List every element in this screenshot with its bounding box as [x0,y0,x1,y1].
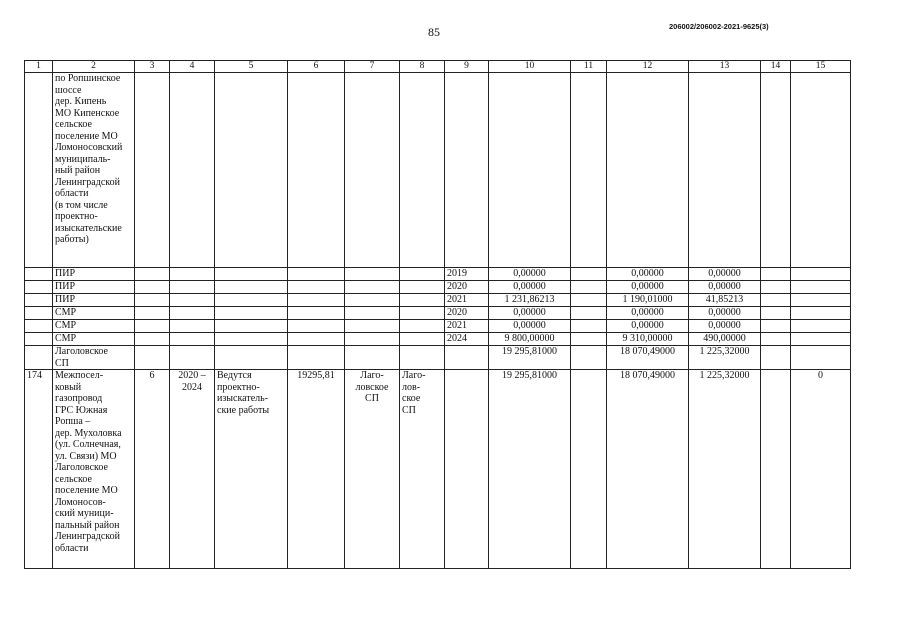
name-line: поселение МО [55,130,118,142]
col-header: 6 [288,61,345,73]
status-line: ские работы [217,404,270,416]
amount: 0,00000 [607,307,689,320]
year: 2021 [445,320,489,333]
year: 2024 [445,333,489,346]
recipient-line: СП [402,404,416,416]
name-line: ный район [55,165,101,176]
amount: 1 231,86213 [489,294,571,307]
name-line: пальный район [55,519,120,531]
amount: 41,85213 [689,294,761,307]
name-line: ский муници- [55,508,114,519]
amount: 1 225,32000 [689,370,761,569]
amount: 0,00000 [489,307,571,320]
name-line: муниципаль- [55,153,111,165]
name-line: дер. Мухоловка [55,427,122,439]
table-row [25,307,851,320]
amount: 19 295,81000 [489,370,571,569]
period-cell [170,370,215,569]
col-header: 11 [571,61,607,73]
col-header: 7 [345,61,400,73]
object-name-cell [53,370,135,569]
subtotal-row [25,346,851,370]
amount: 0,00000 [489,281,571,294]
col-header: 15 [791,61,851,73]
amount: 0,00000 [689,281,761,294]
name-line: ковый [55,381,82,393]
amount: 0,00000 [607,281,689,294]
col-header: 13 [689,61,761,73]
name-line: ул. Связи) МО [55,450,117,462]
name-line: поселение МО [55,485,118,496]
amount: 0,00000 [489,268,571,281]
amount: 0,00000 [607,320,689,333]
amount: 9 800,00000 [489,333,571,346]
row-number: 174 [25,370,53,569]
name-line: работы) [55,234,89,245]
year: 2021 [445,294,489,307]
name-line: Лаголовское [55,462,108,473]
name-line: шоссе [55,84,82,96]
name-line: области [55,188,89,199]
name-line: Межпосел- [55,370,104,381]
name-line: Ленинградской [55,531,120,542]
name-line: МО Кипенское [55,107,120,119]
recipient-line: Лаго- [402,370,426,381]
remainder: 0 [791,370,851,569]
customer-line: СП [365,393,379,404]
document-id: 206002/206002-2021-9625(3) [669,22,769,31]
period-line: 2024 [182,381,202,393]
year: 2019 [445,268,489,281]
table-row [25,268,851,281]
col-header: 8 [400,61,445,73]
work-type: ПИР [53,281,135,294]
name-line: по Ропшинское [55,73,121,84]
recipient-cell [400,370,445,569]
col-header: 9 [445,61,489,73]
table-row [25,333,851,346]
name-line: ГРС Южная [55,404,108,416]
name-line: сельское [55,473,92,485]
name-line: изыскательские [55,222,122,234]
year: 2020 [445,281,489,294]
name-line: проектно- [55,211,98,222]
amount: 18 070,49000 [607,346,689,370]
name-line: сельское [55,119,92,130]
data-table [24,60,851,569]
col-header: 3 [135,61,170,73]
label-line: СП [55,357,69,369]
table-row [25,73,851,268]
col-header: 4 [170,61,215,73]
customer-cell [345,370,400,569]
page-number: 85 [428,25,440,39]
work-type: СМР [53,320,135,333]
col-header: 14 [761,61,791,73]
work-type: ПИР [53,268,135,281]
cost: 19295,81 [288,370,345,569]
name-line: Ломоносов- [55,496,106,508]
label-line: Лаголовское [55,346,108,357]
header-row [25,61,851,73]
work-type: СМР [53,333,135,346]
table-row [25,320,851,333]
col-header: 5 [215,61,288,73]
year: 2020 [445,307,489,320]
continuation-name-cell [53,73,135,268]
recipient-line: лов- [402,381,421,393]
name-line: области [55,542,89,554]
table-row [25,294,851,307]
name-line: Ленинградской [55,176,120,188]
col-header: 12 [607,61,689,73]
table-row [25,370,851,569]
status-line: проектно- [217,381,260,393]
customer-line: ловское [355,381,389,393]
amount: 9 310,00000 [607,333,689,346]
col-header: 2 [53,61,135,73]
amount: 490,00000 [689,333,761,346]
amount: 0,00000 [689,268,761,281]
name-line: (ул. Солнечная, [55,439,121,450]
recipient-line: ское [402,393,421,404]
amount: 1 225,32000 [689,346,761,370]
col-header: 1 [25,61,53,73]
status-line: Ведутся [217,370,252,381]
work-type: ПИР [53,294,135,307]
amount: 18 070,49000 [607,370,689,569]
name-line: Ломоносовский [55,142,123,153]
col-header: 10 [489,61,571,73]
amount: 0,00000 [689,307,761,320]
subtotal-label [53,346,135,370]
capacity: 6 [135,370,170,569]
period-line: 2020 – [178,370,206,381]
name-line: дер. Кипень [55,96,107,107]
amount: 0,00000 [489,320,571,333]
status-cell [215,370,288,569]
table-row [25,281,851,294]
amount: 0,00000 [689,320,761,333]
name-line: газопровод [55,393,103,404]
amount: 19 295,81000 [489,346,571,370]
amount: 1 190,01000 [607,294,689,307]
status-line: изыскатель- [217,393,269,404]
amount: 0,00000 [607,268,689,281]
customer-line: Лаго- [360,370,384,381]
work-type: СМР [53,307,135,320]
name-line: (в том числе [55,199,108,211]
name-line: Ропша – [55,416,91,427]
